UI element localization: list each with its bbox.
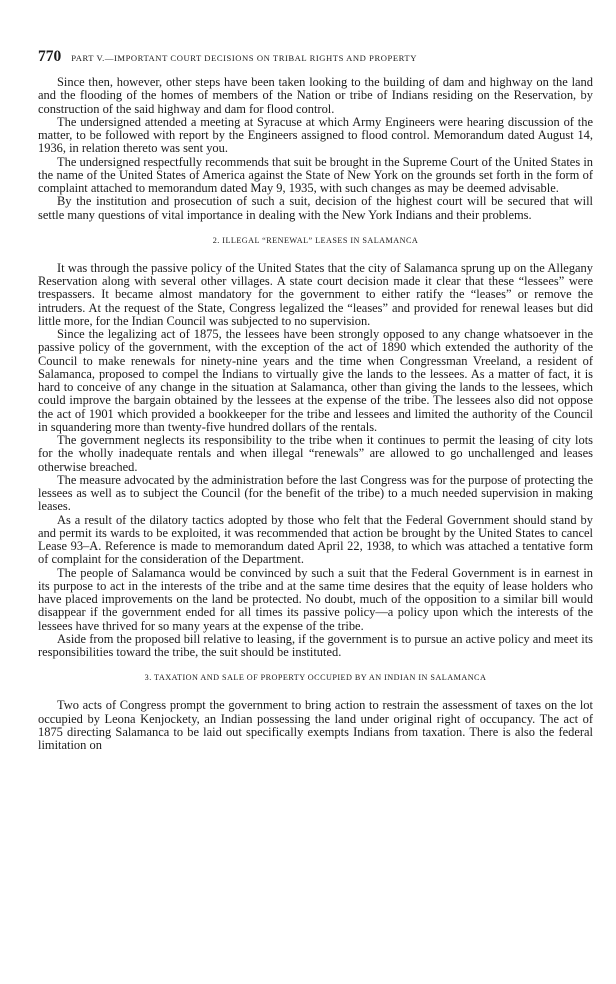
paragraph: The government neglects its responsibility to the tribe when it continues to permit the leasing of city lots for the wholly inadequate rentals and when illegal “renewals” are allowed to go unchallenged and leases otherwise breached. xyxy=(38,433,593,474)
paragraph: The measure advocated by the administration before the last Congress was for the purpose of protecting the lessees as well as to subject the Council (for the benefit of the tribe) to a much needed supervision in making leases. xyxy=(38,472,593,514)
section-heading-3: 3. TAXATION AND SALE OF PROPERTY OCCUPIED BY AN INDIAN IN SALAMANCA xyxy=(144,673,487,683)
paragraph: The undersigned attended a meeting at Syracuse at which Army Engineers were hearing discussion of the matter, to be followed with report by the Engineers assigned to flood control. Memorandum dated August 14, 1936, in relation thereto was sent you. xyxy=(38,114,593,156)
body-text xyxy=(38,76,593,752)
paragraph: By the institution and prosecution of such a suit, decision of the highest court will be secured that will settle many questions of vital importance in dealing with the New York Indians and their problems. xyxy=(38,194,593,222)
paragraph: Two acts of Congress prompt the government to bring action to restrain the assessment of taxes on the lot occupied by Leona Kenjockety, an Indian possessing the land under original right of occupancy. The act of 1875 directing Salamanca to be laid out specifically exempts Indians from taxation. There is also the federal limitation on xyxy=(38,698,593,752)
paragraph: Since the legalizing act of 1875, the lessees have been strongly opposed to any change whatsoever in the passive policy of the government, with the exception of the act of 1890 which extended the authority of the Council to make renewals for ninety-nine years and the time when Congressman Vreeland, a resident of Salamanca, proposed to compel the Indians to virtually give the lands to the lessees. As a matter of fact, it is hard to conceive of any change in the situation at Salamanca, other than giving the lands to the lessees, which could improve the bargain obtained by the lessees at the expense of the tribe. The lessees also did not oppose the act of 1901 which provided a bookkeeper for the tribe and lessees and limited the authority of the Council in squandering more than twenty-five hundred dollars of the rentals. xyxy=(38,327,593,434)
paragraph: The people of Salamanca would be convinced by such a suit that the Federal Government is in earnest in its purpose to act in the interests of the tribe and at the same time desires that the equity of lease holders who have placed improvements on the land be protected. No doubt, much of the opposition to a similar bill would disappear if the government ended for all times its passive policy—a policy upon which the interests of the lessees have thrived for so many years at the expense of the tribe. xyxy=(38,565,593,633)
paragraph: It was through the passive policy of the United States that the city of Salamanca sprung up on the Allegany Reservation along with several other villages. A state court decision made it clear that these “lessees” were trespassers. It became almost mandatory for the government to either ratify the “leases” or remove the intruders. At the request of the State, Congress legalized the “leases” and provided for renewal leases but did little more, for the Indian Council was subjected to no supervision. xyxy=(38,260,593,328)
paragraph: Aside from the proposed bill relative to leasing, if the government is to pursue an active policy and meet its responsibilities toward the tribe, the suit should be instituted. xyxy=(38,631,593,659)
section-heading-2: 2. ILLEGAL “RENEWAL” LEASES IN SALAMANCA xyxy=(212,235,419,245)
running-header xyxy=(38,48,593,66)
paragraph: The undersigned respectfully recommends that suit be brought in the Supreme Court of the United States in the name of the United States of America against the State of New York on the grounds set forth in the form of complaint attached to memorandum dated May 9, 1935, with such changes as may be deemed advisable. xyxy=(38,154,593,195)
running-title: PART V.—IMPORTANT COURT DECISIONS ON TRIBAL RIGHTS AND PROPERTY xyxy=(71,53,417,63)
paragraph: As a result of the dilatory tactics adopted by those who felt that the Federal Government should stand by and permit its wards to be exploited, it was recommended that action be brought by the United States to cancel Lease 93–A. Reference is made to memorandum dated April 22, 1938, to which was attached a tentative form of complaint for the consideration of the Department. xyxy=(38,512,593,567)
paragraph: Since then, however, other steps have been taken looking to the building of dam and highway on the land and the flooding of the homes of members of the Nation or tribe of Indians residing on the Reservation, by construction of the said highway and dam for flood control. xyxy=(38,75,593,116)
page-number: 770 xyxy=(38,48,62,65)
